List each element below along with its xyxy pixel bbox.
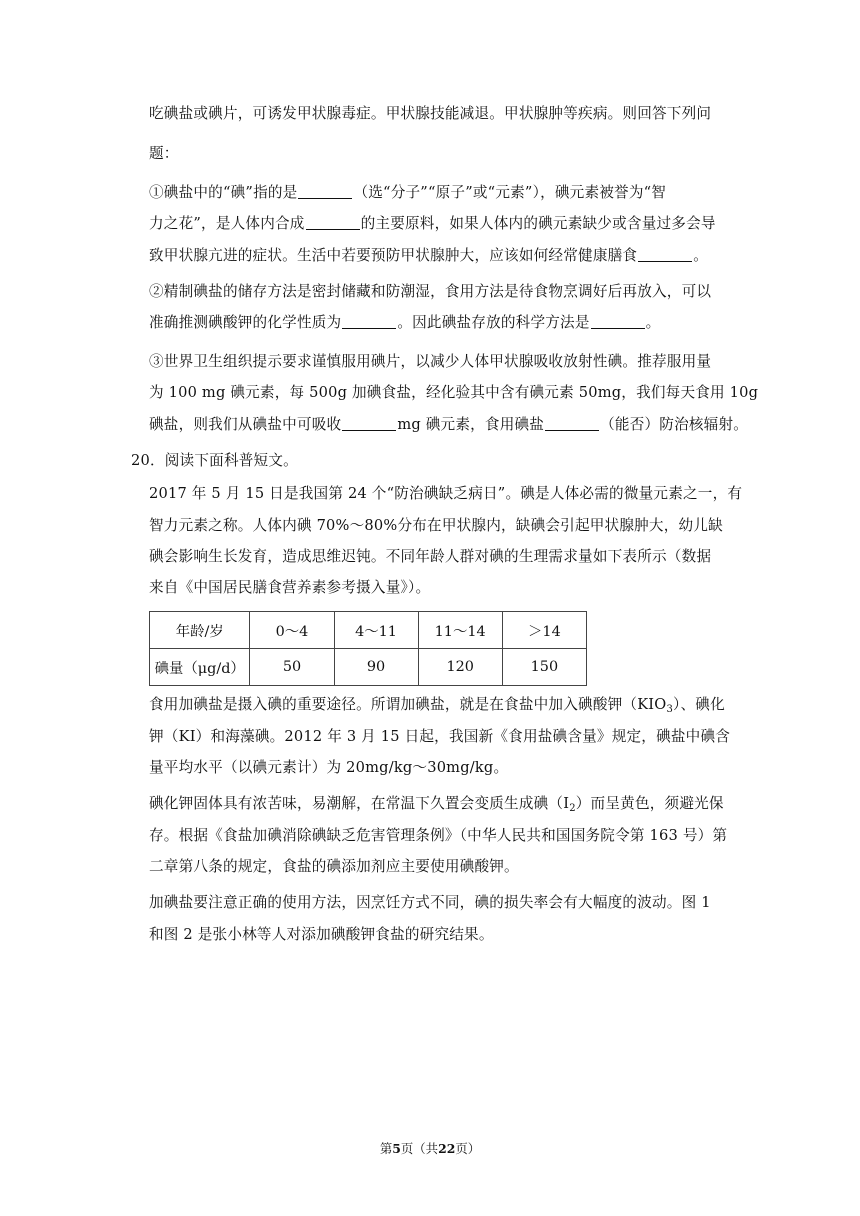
text-line: 题： xyxy=(149,145,179,162)
table-cell: 碘量（μg/d） xyxy=(150,649,250,686)
table-row xyxy=(150,612,587,649)
paragraph-line: 食用加碘盐是摄入碘的重要途径。所谓加碘盐，就是在食盐中加入碘酸钾$(KIO_3)$、碘化 xyxy=(149,696,725,715)
table-cell: 年龄/岁 xyxy=(150,612,250,649)
iodine-requirement-table xyxy=(149,611,587,686)
question-2-line: 准确推测碘酸钾的化学性质为 。因此碘盐存放的科学方法是 。 xyxy=(149,314,661,331)
paragraph-line: 钾（KI）和海藻碘。2012 年 3 月 15 日起，我国新《食用盐碘含量》规定，碘盐中碘含 xyxy=(149,728,731,745)
paragraph-line: 量平均水平（以碘元素计）为 20mg/kg～30mg/kg。 xyxy=(149,759,509,776)
paragraph-line: 智力元素之称。人体内碘 70%～80%分布在甲状腺内，缺碘会引起甲状腺肿大，幼儿缺 xyxy=(149,517,723,534)
table-cell: 4～11 xyxy=(334,612,418,649)
question-3-line: 碘盐，则我们从碘盐中可吸收 mg 碘元素，食用碘盐 （能否）防治核辐射。 xyxy=(149,416,749,433)
question-3-line: 为 100 mg 碘元素，每 500g 加碘食盐，经化验其中含有碘元素 50mg，我们每天食用 10g xyxy=(149,384,759,401)
table-cell: 0～4 xyxy=(250,612,334,649)
answer-blank[interactable] xyxy=(306,215,360,230)
paragraph-line: 碘化钾固体具有浓苦味，易潮解，在常温下久置会变质生成碘$(I_2)$而呈黄色，须避光保 xyxy=(149,795,724,814)
paragraph-line: 加碘盐要注意正确的使用方法，因烹饪方式不同，碘的损失率会有大幅度的波动。图 1 xyxy=(149,894,711,911)
table-row xyxy=(150,649,587,686)
answer-blank[interactable] xyxy=(298,184,352,199)
question-1-line: 致甲状腺亢进的症状。生活中若要预防甲状腺肿大，应该如何经常健康膳食 。 xyxy=(149,247,708,264)
paragraph-line: 二章第八条的规定，食盐的碘添加剂应主要使用碘酸钾。 xyxy=(149,858,519,875)
text-line: 吃碘盐或碘片，可诱发甲状腺毒症。甲状腺技能减退。甲状腺肿等疾病。则回答下列问 xyxy=(149,105,712,122)
answer-blank[interactable] xyxy=(638,247,692,262)
paragraph-line: 2017 年 5 月 15 日是我国第 24 个“防治碘缺乏病日”。碘是人体必需的微量元素之一，有 xyxy=(149,485,743,502)
answer-blank[interactable] xyxy=(342,314,396,329)
answer-blank[interactable] xyxy=(342,416,396,431)
table-cell: ＞14 xyxy=(502,612,586,649)
paragraph-line: 来自《中国居民膳食营养素参考摄入量》）。 xyxy=(149,579,431,596)
table-cell: 90 xyxy=(334,649,418,686)
answer-blank[interactable] xyxy=(591,314,645,329)
page-number: 5 xyxy=(392,1141,401,1156)
question-3-line: ③世界卫生组织提示要求谨慎服用碘片，以减少人体甲状腺吸收放射性碘。推荐服用量 xyxy=(149,353,712,370)
page-footer: 第5页（共22页） xyxy=(379,1141,481,1156)
paragraph-line: 碘会影响生长发育，造成思维迟钝。不同年龄人群对碘的生理需求量如下表所示（数据 xyxy=(149,548,712,565)
page-total: 22 xyxy=(438,1141,456,1156)
question-2-line: ②精制碘盐的储存方法是密封储藏和防潮湿，食用方法是待食物烹调好后再放入，可以 xyxy=(149,283,712,300)
paragraph-line: 存。根据《食盐加碘消除碘缺乏危害管理条例》（中华人民共和国国务院令第 163 号）第 xyxy=(149,827,728,844)
table-cell: 120 xyxy=(418,649,502,686)
table-cell: 50 xyxy=(250,649,334,686)
table-cell: 11～14 xyxy=(418,612,502,649)
question-1-line: ①碘盐中的“碘”指的是 （选“分子”“原子”或“元素”），碘元素被誉为“智 xyxy=(149,184,667,201)
question-20-heading: 20．阅读下面科普短文。 xyxy=(131,452,298,469)
answer-blank[interactable] xyxy=(545,416,599,431)
paragraph-line: 和图 2 是张小林等人对添加碘酸钾食盐的研究结果。 xyxy=(149,926,494,943)
table-cell: 150 xyxy=(502,649,586,686)
question-1-line: 力之花”，是人体内合成 的主要原料，如果人体内的碘元素缺少或含量过多会导 xyxy=(149,215,716,232)
